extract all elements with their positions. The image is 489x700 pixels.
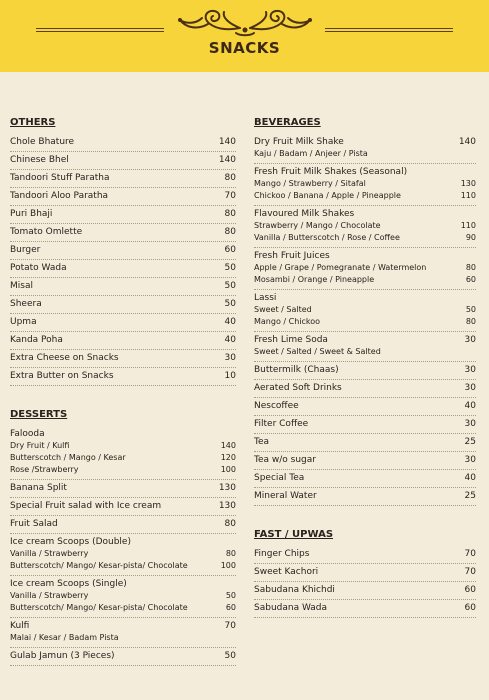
variant-name: Apple / Grape / Pomegranate / Watermelon	[254, 263, 427, 272]
left-column	[10, 116, 236, 666]
item-price: 130	[218, 501, 236, 511]
variant-name: Butterscotch/ Mango/ Kesar-pista/ Chocolate	[10, 561, 188, 570]
variant-price: 60	[225, 603, 236, 612]
menu-item	[10, 188, 236, 206]
item-name: Ice cream Scoops (Double)	[10, 537, 131, 547]
menu-item	[254, 434, 476, 452]
item-name: Sabudana Wada	[254, 603, 328, 613]
item-name: Puri Bhaji	[10, 209, 53, 219]
item-price: 25	[464, 491, 476, 501]
item-name: Chinese Bhel	[10, 155, 69, 165]
header-rule-right	[325, 28, 453, 32]
item-price: 50	[224, 281, 236, 291]
item-price: 70	[224, 191, 236, 201]
variant-name: Butterscotch / Mango / Kesar	[10, 453, 126, 462]
menu-item-banana-split	[10, 480, 236, 498]
menu-item	[10, 314, 236, 332]
item-name: Misal	[10, 281, 33, 291]
item-price: 50	[224, 299, 236, 309]
variant-name: Mango / Chickoo	[254, 317, 321, 326]
menu-item	[254, 416, 476, 434]
item-price: 70	[464, 549, 476, 559]
item-name: Ice cream Scoops (Single)	[10, 579, 127, 589]
header-banner	[0, 0, 489, 72]
variant-name: Mango / Strawberry / Sitafal	[254, 179, 366, 188]
variant-price: 140	[220, 441, 236, 450]
item-name: Flavoured Milk Shakes	[254, 209, 355, 219]
menu-item-flavoured-shakes	[254, 206, 476, 248]
item-name: Tandoori Aloo Paratha	[10, 191, 109, 201]
item-name: Tea	[254, 437, 270, 447]
variant-name: Vanilla / Butterscotch / Rose / Coffee	[254, 233, 400, 242]
menu-item-gulab-jamun	[10, 648, 236, 666]
menu-item-fruit-salad	[10, 516, 236, 534]
item-name: Mineral Water	[254, 491, 317, 501]
menu-item-scoops-single	[10, 576, 236, 618]
variant-name: Sweet / Salted	[254, 305, 312, 314]
item-name: Potato Wada	[10, 263, 67, 273]
variant-price: 50	[225, 591, 236, 600]
item-name: Nescoffee	[254, 401, 299, 411]
menu-item	[254, 452, 476, 470]
item-price: 70	[224, 621, 236, 631]
item-price: 80	[224, 173, 236, 183]
menu-item	[254, 488, 476, 506]
item-price: 60	[464, 585, 476, 595]
item-price: 10	[224, 371, 236, 381]
item-name: Finger Chips	[254, 549, 310, 559]
variant-price: 100	[220, 561, 236, 570]
item-name: Fresh Fruit Juices	[254, 251, 330, 261]
menu-item	[254, 470, 476, 488]
item-name: Extra Butter on Snacks	[10, 371, 114, 381]
item-price: 130	[218, 483, 236, 493]
item-name: Chole Bhature	[10, 137, 75, 147]
menu-item	[10, 260, 236, 278]
item-price: 30	[464, 335, 476, 345]
item-price: 140	[218, 137, 236, 147]
variant-price: 110	[460, 191, 476, 200]
variant-price: 50	[465, 305, 476, 314]
menu-item-falooda	[10, 426, 236, 480]
variant-price: 80	[465, 317, 476, 326]
item-name: Tandoori Stuff Paratha	[10, 173, 110, 183]
menu-item	[10, 170, 236, 188]
scroll-ornament-icon	[170, 6, 320, 40]
variant-name: Mosambi / Orange / Pineapple	[254, 275, 375, 284]
item-name: Fresh Lime Soda	[254, 335, 328, 345]
item-name: Buttermilk (Chaas)	[254, 365, 339, 375]
item-name: Tomato Omlette	[10, 227, 83, 237]
menu-item	[10, 134, 236, 152]
variant-name: Chickoo / Banana / Apple / Pineapple	[254, 191, 401, 200]
menu-item	[254, 398, 476, 416]
menu-item-lassi	[254, 290, 476, 332]
menu-item	[10, 206, 236, 224]
item-name: Fruit Salad	[10, 519, 58, 529]
item-name: Falooda	[10, 429, 45, 439]
item-price: 140	[458, 137, 476, 147]
item-price: 25	[464, 437, 476, 447]
variant-name: Dry Fruit / Kulfi	[10, 441, 70, 450]
item-price: 40	[464, 473, 476, 483]
variant-name: Strawberry / Mango / Chocolate	[254, 221, 381, 230]
item-name: Banana Split	[10, 483, 67, 493]
menu-item	[254, 600, 476, 618]
variant-name: Butterscotch/ Mango/ Kesar-pista/ Chocolate	[10, 603, 188, 612]
right-column	[254, 116, 476, 618]
menu-item	[10, 296, 236, 314]
variant-price: 130	[460, 179, 476, 188]
page-title: SNACKS	[208, 39, 281, 57]
menu-item	[254, 582, 476, 600]
menu-item	[254, 546, 476, 564]
item-name: Filter Coffee	[254, 419, 309, 429]
menu-item-dry-fruit-shake	[254, 134, 476, 164]
menu-item	[10, 152, 236, 170]
item-name: Tea w/o sugar	[254, 455, 316, 465]
beverages-simple-list	[254, 362, 476, 506]
item-price: 80	[224, 519, 236, 529]
item-price: 30	[464, 419, 476, 429]
item-name: Gulab Jamun (3 Pieces)	[10, 651, 115, 661]
menu-item-kulfi	[10, 618, 236, 648]
menu-item-scoops-double	[10, 534, 236, 576]
section-heading-others: OTHERS	[10, 117, 56, 128]
section-heading-beverages: BEVERAGES	[254, 117, 321, 128]
item-name: Burger	[10, 245, 41, 255]
menu-item	[10, 332, 236, 350]
section-heading-fast-upwas: FAST / UPWAS	[254, 529, 334, 540]
menu-item-special-fruit-salad	[10, 498, 236, 516]
menu-item	[10, 368, 236, 386]
item-name: Fresh Fruit Milk Shakes (Seasonal)	[254, 167, 408, 177]
menu-item	[10, 350, 236, 368]
menu-item	[10, 224, 236, 242]
item-name: Sheera	[10, 299, 42, 309]
menu-item	[10, 278, 236, 296]
menu-item-fresh-juices	[254, 248, 476, 290]
item-name: Kulfi	[10, 621, 30, 631]
item-name: Dry Fruit Milk Shake	[254, 137, 344, 147]
item-name: Special Fruit salad with Ice cream	[10, 501, 162, 511]
menu-item	[254, 380, 476, 398]
item-price: 40	[464, 401, 476, 411]
item-price: 140	[218, 155, 236, 165]
menu-item-lime-soda	[254, 332, 476, 362]
fast-upwas-list	[254, 546, 476, 618]
header-rule-left	[36, 28, 164, 32]
menu-item	[10, 242, 236, 260]
item-price: 40	[224, 317, 236, 327]
item-name: Upma	[10, 317, 37, 327]
variant-name: Rose /Strawberry	[10, 465, 79, 474]
item-name: Lassi	[254, 293, 277, 303]
item-price: 50	[224, 263, 236, 273]
section-heading-desserts: DESSERTS	[10, 409, 68, 420]
others-list	[10, 134, 236, 386]
item-price: 60	[464, 603, 476, 613]
variant-price: 120	[220, 453, 236, 462]
item-price: 30	[464, 365, 476, 375]
item-name: Extra Cheese on Snacks	[10, 353, 119, 363]
variant-price: 80	[465, 263, 476, 272]
item-price: 60	[224, 245, 236, 255]
item-price: 70	[464, 567, 476, 577]
menu-item	[254, 362, 476, 380]
item-description: Kaju / Badam / Anjeer / Pista	[254, 149, 368, 158]
item-price: 30	[224, 353, 236, 363]
item-price: 30	[464, 383, 476, 393]
item-price: 80	[224, 227, 236, 237]
menu-item	[254, 564, 476, 582]
item-description: Sweet / Salted / Sweet & Salted	[254, 347, 381, 356]
item-price: 80	[224, 209, 236, 219]
variant-price: 100	[220, 465, 236, 474]
item-price: 50	[224, 651, 236, 661]
variant-price: 110	[460, 221, 476, 230]
item-name: Sweet Kachori	[254, 567, 319, 577]
item-price: 40	[224, 335, 236, 345]
variant-name: Vanilla / Strawberry	[10, 591, 89, 600]
variant-name: Vanilla / Strawberry	[10, 549, 89, 558]
item-name: Special Tea	[254, 473, 305, 483]
item-description: Malai / Kesar / Badam Pista	[10, 633, 119, 642]
menu-item-fresh-fruit-shakes	[254, 164, 476, 206]
item-name: Sabudana Khichdi	[254, 585, 335, 595]
item-price: 30	[464, 455, 476, 465]
item-name: Aerated Soft Drinks	[254, 383, 342, 393]
variant-price: 60	[465, 275, 476, 284]
item-name: Kanda Poha	[10, 335, 63, 345]
variant-price: 80	[225, 549, 236, 558]
variant-price: 90	[465, 233, 476, 242]
